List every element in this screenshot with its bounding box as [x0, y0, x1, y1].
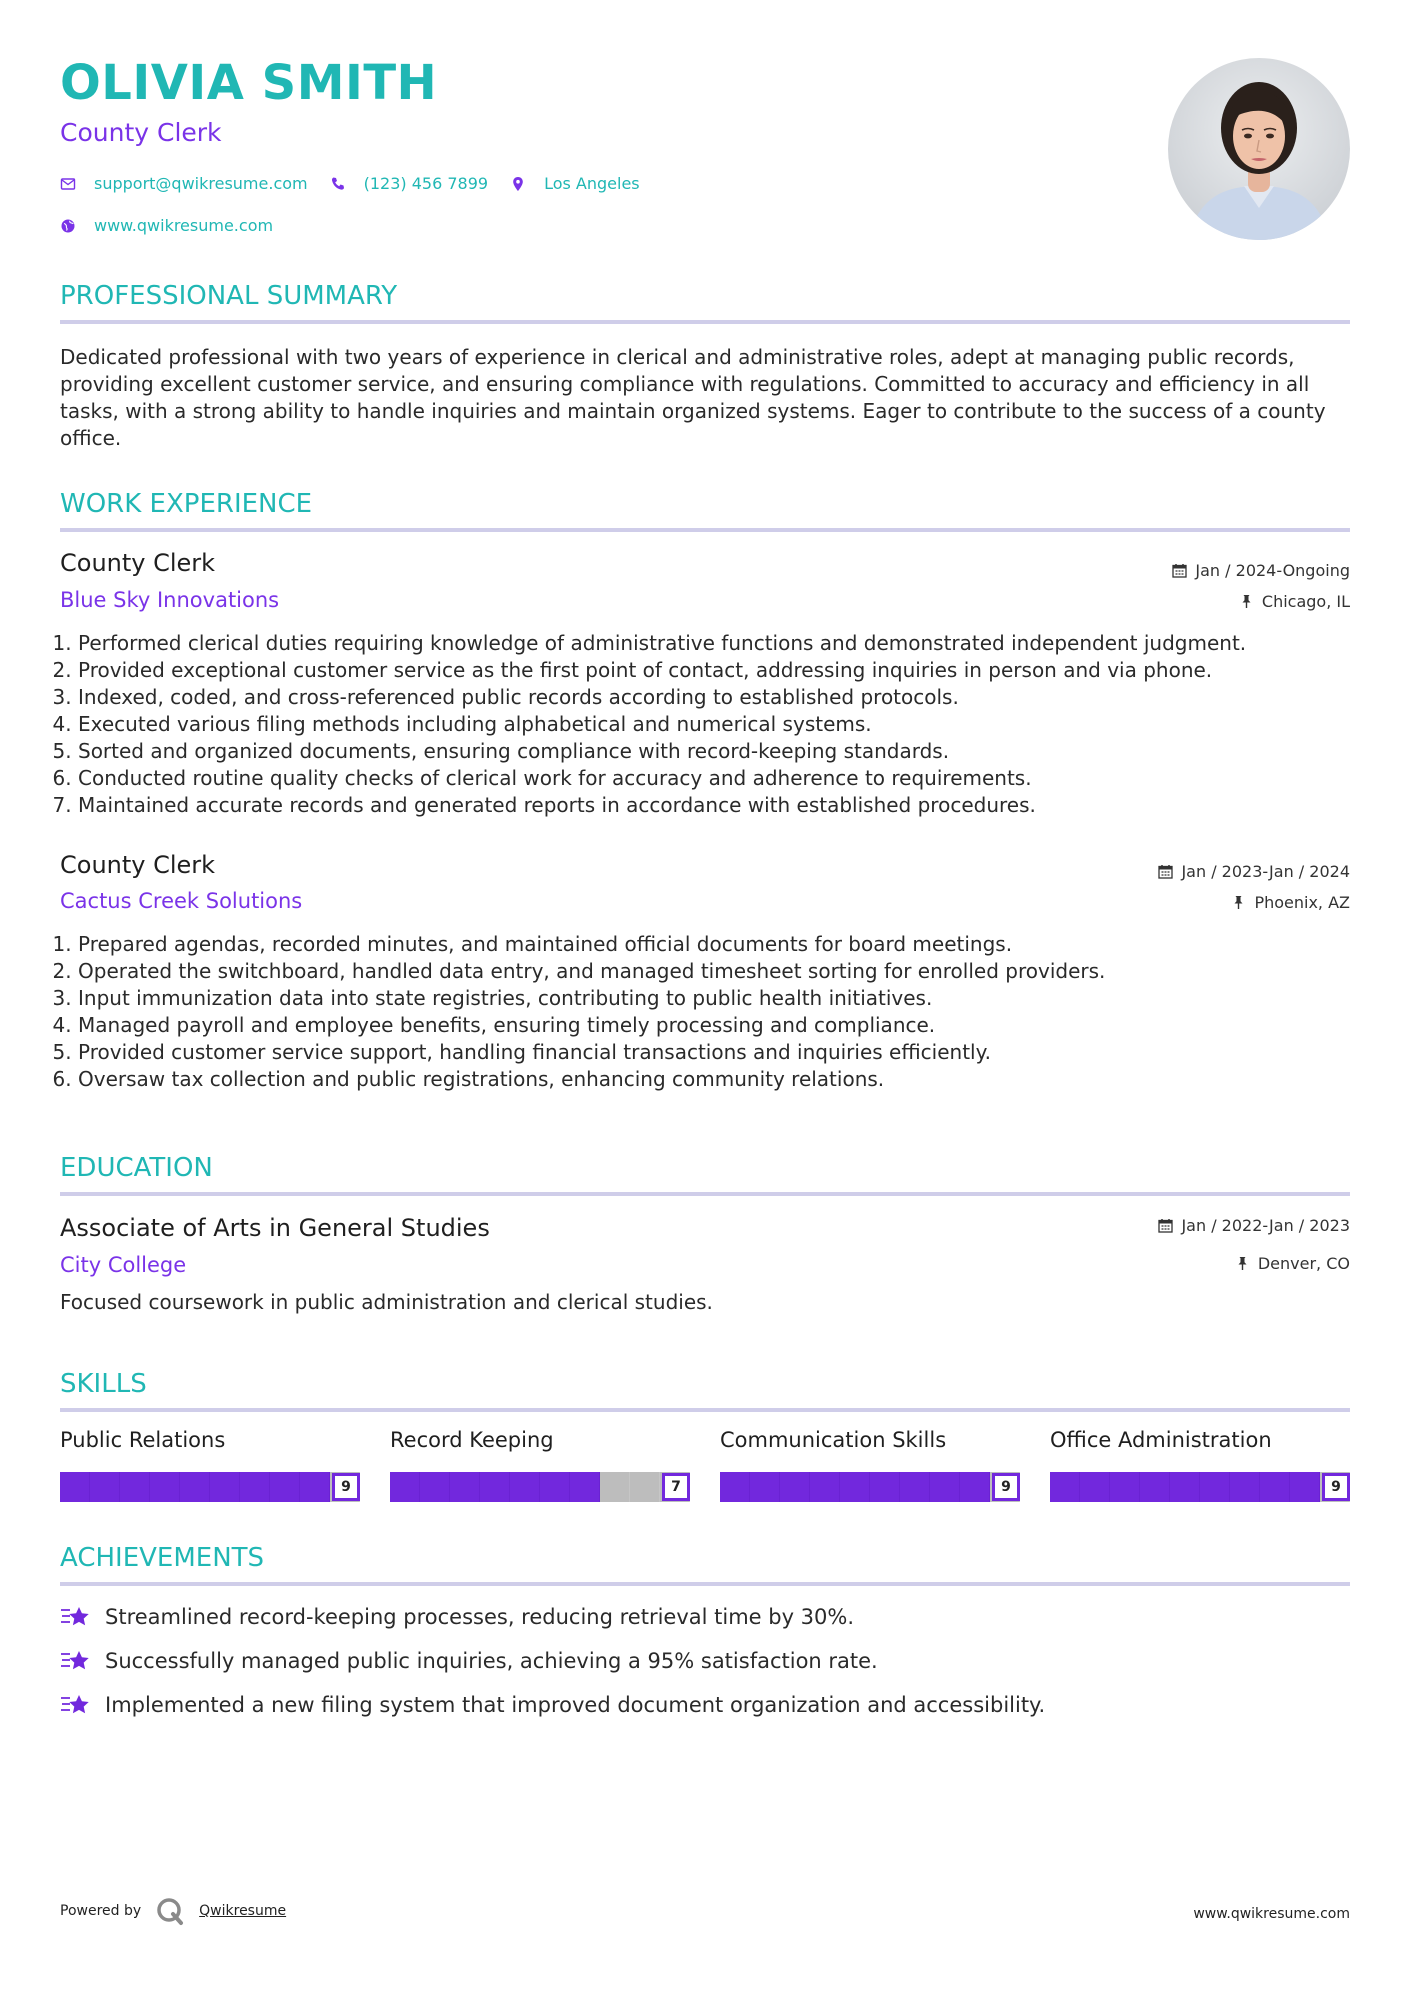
candidate-name: OLIVIA SMITH — [60, 55, 438, 111]
globe-icon — [60, 218, 76, 234]
skill-name: Communication Skills — [720, 1428, 947, 1452]
skill-segment-filled — [60, 1472, 90, 1502]
pushpin-icon — [1239, 594, 1254, 609]
skill-level-bar — [390, 1472, 690, 1502]
achievements-heading: ACHIEVEMENTS — [60, 1543, 265, 1573]
experience-heading: WORK EXPERIENCE — [60, 489, 313, 519]
skill-segment-filled — [90, 1472, 120, 1502]
skill-segment-filled — [420, 1472, 450, 1502]
job-location — [1239, 592, 1350, 611]
job-location-text: Phoenix, AZ — [1254, 893, 1350, 912]
calendar-icon — [1158, 1218, 1173, 1233]
list-item: 4. Managed payroll and employee benefits, ensuring timely processing and compliance. — [78, 1012, 1350, 1039]
skill-segment-filled — [750, 1472, 780, 1502]
job-title: County Clerk — [60, 549, 216, 577]
calendar-icon — [1158, 864, 1173, 879]
mail-icon — [60, 176, 76, 192]
skill-segment-filled — [1170, 1472, 1200, 1502]
achievement-item — [60, 1693, 1045, 1717]
list-item: 6. Oversaw tax collection and public registrations, enhancing community relations. — [78, 1066, 1350, 1093]
summary-heading: PROFESSIONAL SUMMARY — [60, 281, 398, 311]
achievement-text: Implemented a new filing system that improved document organization and accessibility. — [105, 1693, 1046, 1717]
job-duties-list — [60, 630, 1350, 819]
skill-item — [720, 1428, 1020, 1495]
skill-segment-filled — [780, 1472, 810, 1502]
section-divider — [60, 1582, 1350, 1586]
skill-segment-filled — [240, 1472, 270, 1502]
skill-name: Record Keeping — [390, 1428, 554, 1452]
contact-row — [60, 174, 662, 193]
job-duties-list — [60, 931, 1350, 1093]
education-location — [1235, 1254, 1350, 1273]
skill-segment-filled — [180, 1472, 210, 1502]
skill-segment-filled — [570, 1472, 600, 1502]
section-divider — [60, 528, 1350, 532]
website-link[interactable]: www.qwikresume.com — [94, 216, 274, 235]
list-item: 3. Indexed, coded, and cross-referenced public records according to established protocols. — [78, 684, 1350, 711]
skill-segment-filled — [390, 1472, 420, 1502]
education-dates-text: Jan / 2022-Jan / 2023 — [1181, 1216, 1350, 1235]
list-item: 2. Operated the switchboard, handled data entry, and managed timesheet sorting for enrolled providers. — [78, 958, 1350, 985]
skill-segment-filled — [1050, 1472, 1080, 1502]
skill-item — [390, 1428, 690, 1495]
portrait-image — [1168, 58, 1350, 240]
skill-segment-filled — [1140, 1472, 1170, 1502]
job-dates — [1158, 862, 1350, 881]
job-title: County Clerk — [60, 851, 216, 879]
skills-heading: SKILLS — [60, 1369, 147, 1399]
school-name: City College — [60, 1253, 187, 1277]
powered-by-label: Powered by — [60, 1903, 142, 1919]
skill-segment-filled — [450, 1472, 480, 1502]
achievement-item — [60, 1649, 878, 1673]
skill-segment-filled — [1200, 1472, 1230, 1502]
footer-website-link[interactable]: www.qwikresume.com — [1193, 1906, 1350, 1922]
profile-photo — [1168, 58, 1350, 240]
job-dates — [1172, 561, 1350, 580]
resume-page — [60, 0, 1350, 1990]
section-divider — [60, 1408, 1350, 1412]
skill-score: 9 — [1322, 1473, 1350, 1501]
skill-level-bar — [720, 1472, 1020, 1502]
skill-segment-filled — [510, 1472, 540, 1502]
skill-level-bar — [1050, 1472, 1350, 1502]
list-item: 5. Sorted and organized documents, ensuring compliance with record-keeping standards. — [78, 738, 1350, 765]
job-dates-text: Jan / 2023-Jan / 2024 — [1181, 862, 1350, 881]
education-location-text: Denver, CO — [1257, 1254, 1350, 1273]
star-icon — [60, 1693, 92, 1717]
skill-segment-filled — [1110, 1472, 1140, 1502]
skill-segment-filled — [1260, 1472, 1290, 1502]
skill-segment-filled — [270, 1472, 300, 1502]
skill-item — [60, 1428, 360, 1495]
qwikresume-link[interactable]: Qwikresume — [199, 1903, 287, 1919]
skill-segment-filled — [150, 1472, 180, 1502]
list-item: 4. Executed various filing methods including alphabetical and numerical systems. — [78, 711, 1350, 738]
section-divider — [60, 1192, 1350, 1196]
job-company: Cactus Creek Solutions — [60, 889, 303, 913]
summary-text: Dedicated professional with two years of experience in clerical and administrative roles, adept at managing public records, providing excellent customer service, and ensuring compliance with regulations. Committed to accuracy and efficiency in all tasks, with a strong ability to handle inquiries and maintain organized systems. Eager to contribute to the success of a county office. — [60, 345, 1326, 450]
degree-title: Associate of Arts in General Studies — [60, 1214, 490, 1242]
job-company: Blue Sky Innovations — [60, 588, 280, 612]
skill-segment-filled — [900, 1472, 930, 1502]
skill-name: Public Relations — [60, 1428, 226, 1452]
skill-segment-filled — [960, 1472, 990, 1502]
education-dates — [1158, 1216, 1350, 1235]
achievement-item — [60, 1605, 854, 1629]
skill-segment-filled — [930, 1472, 960, 1502]
job-location-text: Chicago, IL — [1261, 592, 1350, 611]
education-heading: EDUCATION — [60, 1153, 213, 1183]
skill-name: Office Administration — [1050, 1428, 1272, 1452]
website-row — [60, 216, 295, 235]
email-link[interactable]: support@qwikresume.com — [94, 174, 308, 193]
star-icon — [60, 1605, 92, 1629]
phone-icon — [330, 176, 346, 192]
skill-segment-filled — [870, 1472, 900, 1502]
skill-segment-filled — [540, 1472, 570, 1502]
list-item: 1. Performed clerical duties requiring knowledge of administrative functions and demonstrated independent judgment. — [78, 630, 1350, 657]
skill-score: 7 — [662, 1473, 690, 1501]
skill-segment-filled — [300, 1472, 330, 1502]
job-location — [1231, 893, 1350, 912]
skill-level-bar — [60, 1472, 360, 1502]
list-item: 2. Provided exceptional customer service as the first point of contact, addressing inquiries in person and via phone. — [78, 657, 1350, 684]
education-description: Focused coursework in public administration and clerical studies. — [60, 1290, 713, 1314]
skill-segment-filled — [840, 1472, 870, 1502]
skill-item — [1050, 1428, 1350, 1495]
list-item: 6. Conducted routine quality checks of clerical work for accuracy and adherence to requirements. — [78, 765, 1350, 792]
skill-segment-filled — [810, 1472, 840, 1502]
pushpin-icon — [1231, 895, 1246, 910]
list-item: 3. Input immunization data into state registries, contributing to public health initiatives. — [78, 985, 1350, 1012]
location-pin-icon — [510, 176, 526, 192]
skill-segment-filled — [1230, 1472, 1260, 1502]
skill-segment-filled — [210, 1472, 240, 1502]
skill-segment-filled — [120, 1472, 150, 1502]
pushpin-icon — [1235, 1256, 1250, 1271]
candidate-role: County Clerk — [60, 118, 222, 147]
list-item: 1. Prepared agendas, recorded minutes, and maintained official documents for board meetings. — [78, 931, 1350, 958]
skill-segment-filled — [1290, 1472, 1320, 1502]
phone-text: (123) 456 7899 — [363, 174, 489, 193]
skill-score: 9 — [332, 1473, 360, 1501]
star-icon — [60, 1649, 92, 1673]
skill-score: 9 — [992, 1473, 1020, 1501]
skill-segment-filled — [1080, 1472, 1110, 1502]
qwikresume-logo-icon — [155, 1896, 185, 1926]
achievement-text: Streamlined record-keeping processes, reducing retrieval time by 30%. — [105, 1605, 855, 1629]
skill-segment-filled — [720, 1472, 750, 1502]
list-item: 5. Provided customer service support, handling financial transactions and inquiries efficiently. — [78, 1039, 1350, 1066]
list-item: 7. Maintained accurate records and generated reports in accordance with established procedures. — [78, 792, 1350, 819]
calendar-icon — [1172, 563, 1187, 578]
skill-segment-empty — [630, 1472, 660, 1502]
location-text: Los Angeles — [544, 174, 640, 193]
footer-powered-by — [60, 1896, 286, 1926]
skill-segment-empty — [600, 1472, 630, 1502]
section-divider — [60, 320, 1350, 324]
job-dates-text: Jan / 2024-Ongoing — [1195, 561, 1350, 580]
skill-segment-filled — [480, 1472, 510, 1502]
achievement-text: Successfully managed public inquiries, achieving a 95% satisfaction rate. — [105, 1649, 878, 1673]
